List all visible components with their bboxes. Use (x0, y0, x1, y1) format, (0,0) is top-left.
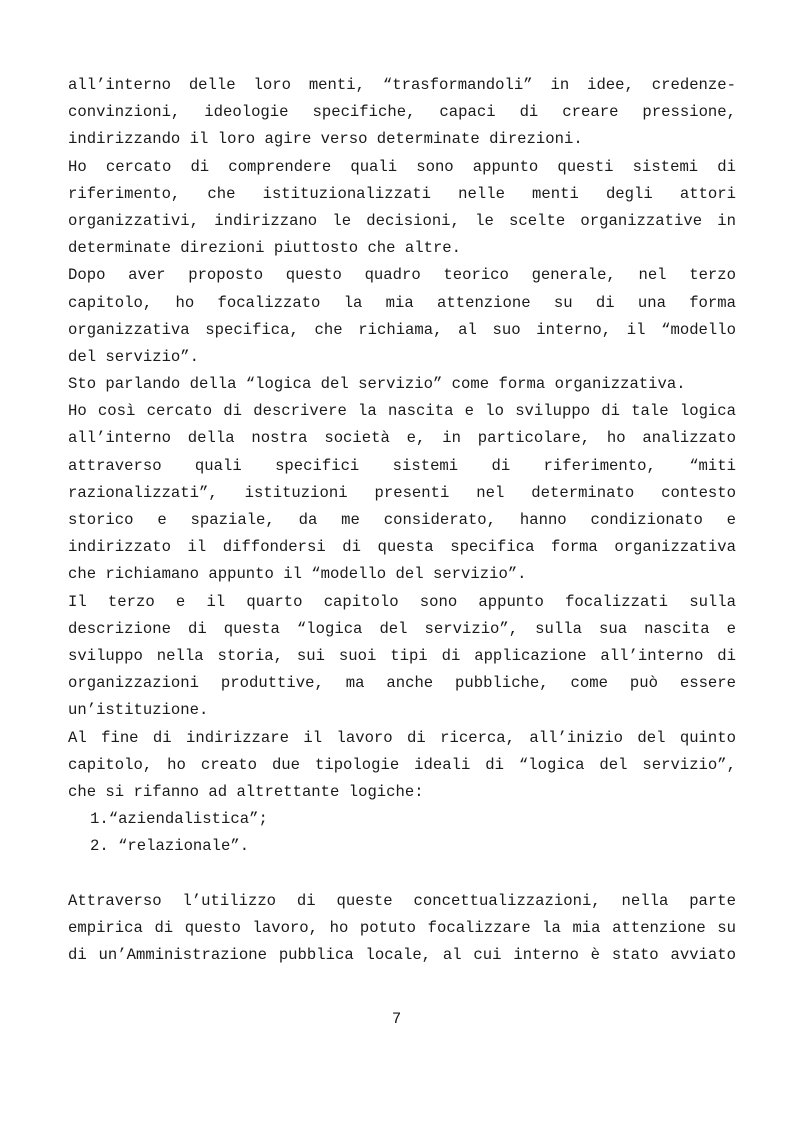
text-line: Ho così cercato di descrivere la nascita e lo sviluppo di tale logica (68, 402, 736, 421)
text-line: Al fine di indirizzare il lavoro di ricerca, all’inizio del quinto (68, 728, 736, 747)
text-line: indirizzando il loro agire verso determinate direzioni. (68, 130, 583, 149)
text-line: organizzativi, indirizzano le decisioni, le scelte organizzative in (68, 211, 736, 230)
text-line: di un’Amministrazione pubblica locale, al cui interno è stato avviato (68, 946, 736, 964)
page-number: 7 (391, 1010, 402, 1028)
text-line: Ho cercato di comprendere quali sono appunto questi sistemi di (68, 157, 736, 176)
text-line: che si rifanno ad altrettante logiche: (68, 782, 424, 801)
text-line: del servizio”. (68, 347, 200, 366)
blank-line (68, 860, 736, 887)
text-line: capitolo, ho creato due tipologie ideali di “logica del servizio”, (68, 755, 736, 774)
text-line: capitolo, ho focalizzato la mia attenzione su di una forma (68, 293, 736, 312)
text-line: attraverso quali specifici sistemi di riferimento, “miti (68, 456, 736, 475)
text-line: sviluppo nella storia, sui suoi tipi di applicazione all’interno di (68, 646, 736, 665)
text-line: Sto parlando della “logica del servizio” come forma organizzativa. (68, 375, 686, 394)
body-text (68, 72, 736, 806)
text-line: un’istituzione. (68, 701, 209, 720)
list-item: 2. “relazionale”. (90, 837, 250, 856)
text-line: all’interno delle loro menti, “trasformandoli” in idee, credenze- (68, 76, 736, 94)
body-text-continued (68, 888, 736, 970)
text-line: organizzativa specifica, che richiama, al suo interno, il “modello (68, 320, 736, 339)
text-line: empirica di questo lavoro, ho potuto focalizzare la mia attenzione su (68, 918, 736, 937)
text-line: determinate direzioni piuttosto che altre. (68, 239, 462, 258)
text-line: Dopo aver proposto questo quadro teorico generale, nel terzo (68, 266, 736, 285)
text-line: riferimento, che istituzionalizzati nelle menti degli attori (68, 184, 736, 203)
text-line: Il terzo e il quarto capitolo sono appunto focalizzati sulla (68, 592, 736, 611)
text-line: Attraverso l’utilizzo di queste concettualizzazioni, nella parte (68, 891, 736, 910)
text-line: organizzazioni produttive, ma anche pubbliche, come può essere (68, 674, 736, 693)
text-line: all’interno della nostra società e, in particolare, ho analizzato (68, 429, 736, 448)
text-line: convinzioni, ideologie specifiche, capaci di creare pressione, (68, 103, 736, 122)
text-line: indirizzato il diffondersi di questa specifica forma organizzativa (68, 538, 736, 557)
text-line: descrizione di questa “logica del servizio”, sulla sua nascita e (68, 619, 736, 638)
text-line: storico e spaziale, da me considerato, hanno condizionato e (68, 511, 736, 529)
document-page (68, 72, 736, 969)
list-item: 1.“aziendalistica”; (90, 810, 268, 829)
numbered-list (68, 806, 736, 860)
text-line: razionalizzati”, istituzioni presenti nel determinato contesto (68, 483, 736, 502)
text-line: che richiamano appunto il “modello del servizio”. (68, 565, 527, 584)
